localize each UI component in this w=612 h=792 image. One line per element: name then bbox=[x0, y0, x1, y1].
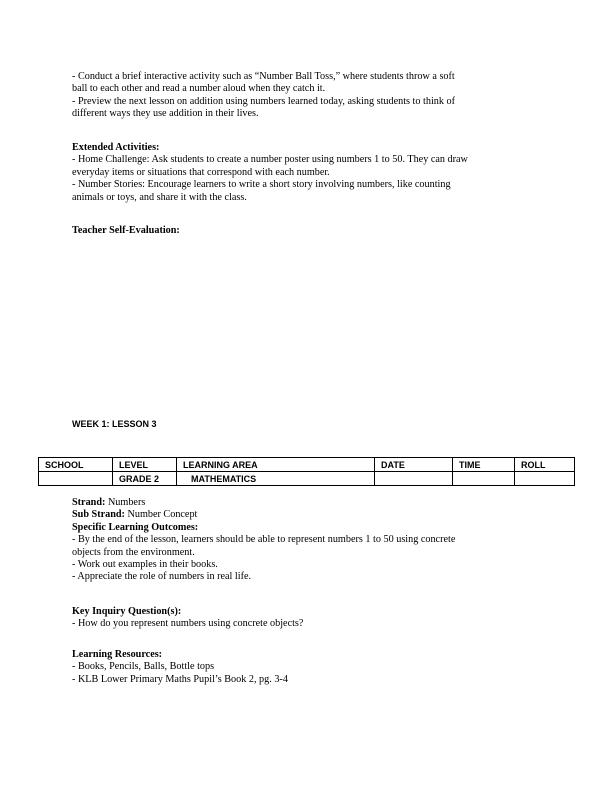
header-level: LEVEL bbox=[113, 458, 177, 472]
outcome-line: - Work out examples in their books. bbox=[72, 559, 218, 571]
cell-learning-area: MATHEMATICS bbox=[177, 472, 375, 486]
outcome-line: - By the end of the lesson, learners should be able to represent numbers 1 to 50 using concrete bbox=[72, 534, 456, 546]
inquiry-line: - How do you represent numbers using concrete objects? bbox=[72, 618, 304, 630]
self-evaluation-section bbox=[72, 225, 542, 237]
table-header-row bbox=[39, 458, 575, 472]
extended-line: - Number Stories: Encourage learners to write a short story involving numbers, like counting bbox=[72, 179, 451, 191]
cell-date bbox=[375, 472, 453, 486]
table-row bbox=[39, 472, 575, 486]
inquiry-heading: Key Inquiry Question(s): bbox=[72, 606, 182, 617]
intro-line: - Conduct a brief interactive activity such as “Number Ball Toss,” where students throw a soft bbox=[72, 71, 455, 82]
sub-strand-label: Sub Strand: bbox=[72, 509, 125, 521]
extended-activities-section bbox=[72, 142, 542, 204]
cell-roll bbox=[515, 472, 575, 486]
header-school: SCHOOL bbox=[39, 458, 113, 472]
header-roll: ROLL bbox=[515, 458, 575, 472]
strand-line bbox=[72, 497, 542, 509]
cell-level: GRADE 2 bbox=[113, 472, 177, 486]
resources-heading: Learning Resources: bbox=[72, 649, 163, 660]
intro-line: different ways they use addition in their lives. bbox=[72, 108, 259, 120]
sub-strand-line bbox=[72, 509, 542, 521]
cell-school bbox=[39, 472, 113, 486]
resource-line: - Books, Pencils, Balls, Bottle tops bbox=[72, 661, 215, 673]
sub-strand-value: Number Concept bbox=[124, 509, 198, 521]
header-learning-area: LEARNING AREA bbox=[177, 458, 375, 472]
lesson-details bbox=[72, 497, 542, 584]
cell-time bbox=[453, 472, 515, 486]
header-date: DATE bbox=[375, 458, 453, 472]
extended-line: - Home Challenge: Ask students to create a number poster using numbers 1 to 50. They can draw bbox=[72, 154, 468, 166]
extended-line: everyday items or situations that correspond with each number. bbox=[72, 166, 330, 178]
week-lesson-heading: WEEK 1: LESSON 3 bbox=[72, 419, 157, 429]
self-evaluation-heading: Teacher Self-Evaluation: bbox=[72, 225, 180, 236]
header-time: TIME bbox=[453, 458, 515, 472]
extended-activities-heading: Extended Activities: bbox=[72, 142, 160, 153]
resources-section bbox=[72, 649, 542, 686]
intro-line: ball to each other and read a number aloud when they catch it. bbox=[72, 83, 326, 95]
intro-line: - Preview the next lesson on addition using numbers learned today, asking students to think of bbox=[72, 95, 456, 107]
extended-line: animals or toys, and share it with the class. bbox=[72, 191, 247, 203]
outcome-line: objects from the environment. bbox=[72, 546, 195, 558]
closing-activities bbox=[72, 71, 542, 121]
strand-value: Numbers bbox=[105, 497, 146, 508]
lesson-info-table bbox=[38, 457, 575, 486]
strand-label: Strand: bbox=[72, 497, 106, 508]
outcome-line: - Appreciate the role of numbers in real life. bbox=[72, 571, 252, 583]
outcomes-heading: Specific Learning Outcomes: bbox=[72, 521, 199, 533]
inquiry-section bbox=[72, 606, 542, 631]
resource-line: - KLB Lower Primary Maths Pupil’s Book 2, pg. 3-4 bbox=[72, 673, 288, 685]
